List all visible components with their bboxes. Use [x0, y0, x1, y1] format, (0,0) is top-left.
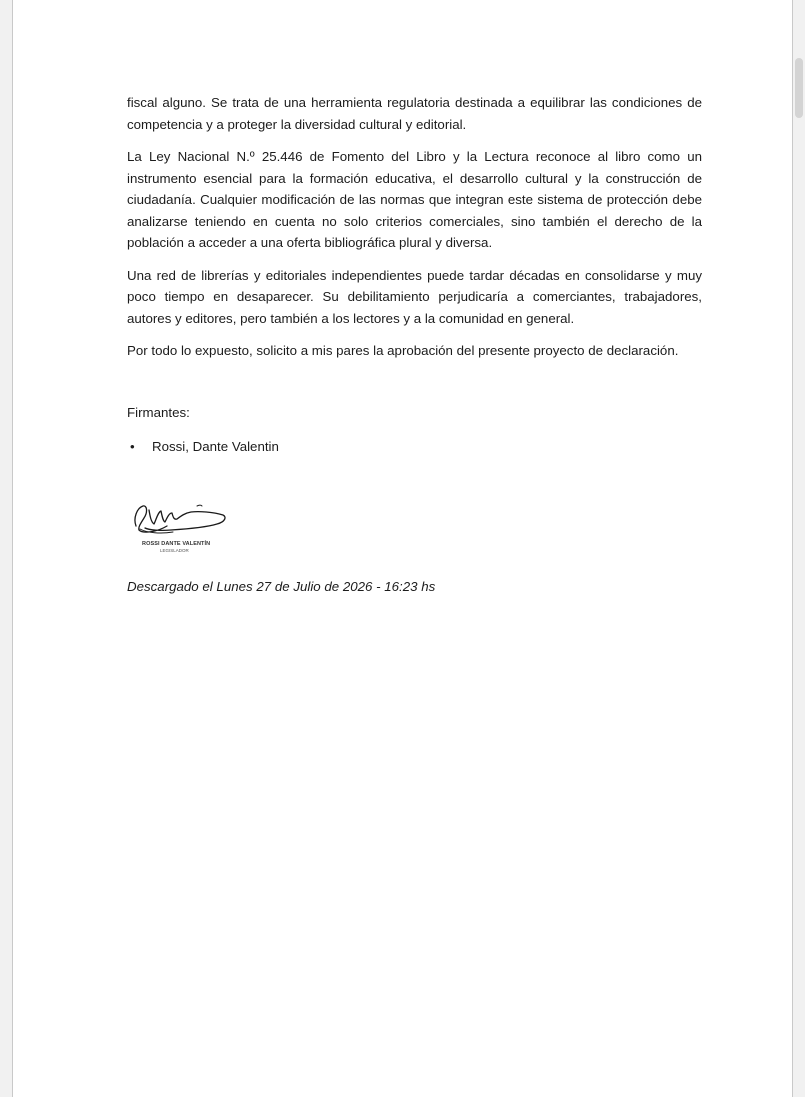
document-page: [12, 0, 793, 1097]
signatories-label: Firmantes:: [127, 404, 190, 420]
signature-name: ROSSI DANTE VALENTÍN: [142, 540, 211, 547]
bullet-icon: •: [130, 439, 135, 454]
signatories-list: [127, 436, 702, 458]
paragraph-conclusion: Por todo lo expuesto, solicito a mis pares la aprobación del presente proyecto de declaración.: [127, 343, 679, 358]
paragraph-competencia: fiscal alguno. Se trata de una herramienta regulatoria destinada a equilibrar las condiciones de competencia y a proteger la diversidad cultural y editorial.: [127, 95, 702, 132]
signature-block: [127, 496, 237, 564]
scrollbar-thumb[interactable]: [795, 58, 803, 118]
document-body: [127, 92, 702, 597]
signature-role: LEGISLADOR: [160, 547, 189, 553]
paragraph-ley-nacional: La Ley Nacional N.º 25.446 de Fomento del Libro y la Lectura reconoce al libro como un instrumento esencial para la formación educativa, el desarrollo cultural y la construcción de ciudadanía. Cualquier modificación de las normas que integran este sistema de protección debe analizarse teniendo en cuenta no solo criterios comerciales, sino también el derecho de la población a acceder a una oferta bibliográfica plural y diversa.: [127, 149, 702, 250]
signatory-name: Rossi, Dante Valentin: [152, 439, 279, 454]
download-timestamp: Descargado el Lunes 27 de Julio de 2026 - 16:23 hs: [127, 578, 436, 594]
handwritten-signature: [127, 496, 237, 540]
vertical-scrollbar[interactable]: [793, 0, 805, 1097]
paragraph-red-librerias: Una red de librerías y editoriales independientes puede tardar décadas en consolidarse y muy poco tiempo en desaparecer. Su debilitamiento perjudicaría a comerciantes, trabajadores, autores y editores, pero también a los lectores y a la comunidad en general.: [127, 267, 702, 326]
list-item: [127, 436, 702, 458]
